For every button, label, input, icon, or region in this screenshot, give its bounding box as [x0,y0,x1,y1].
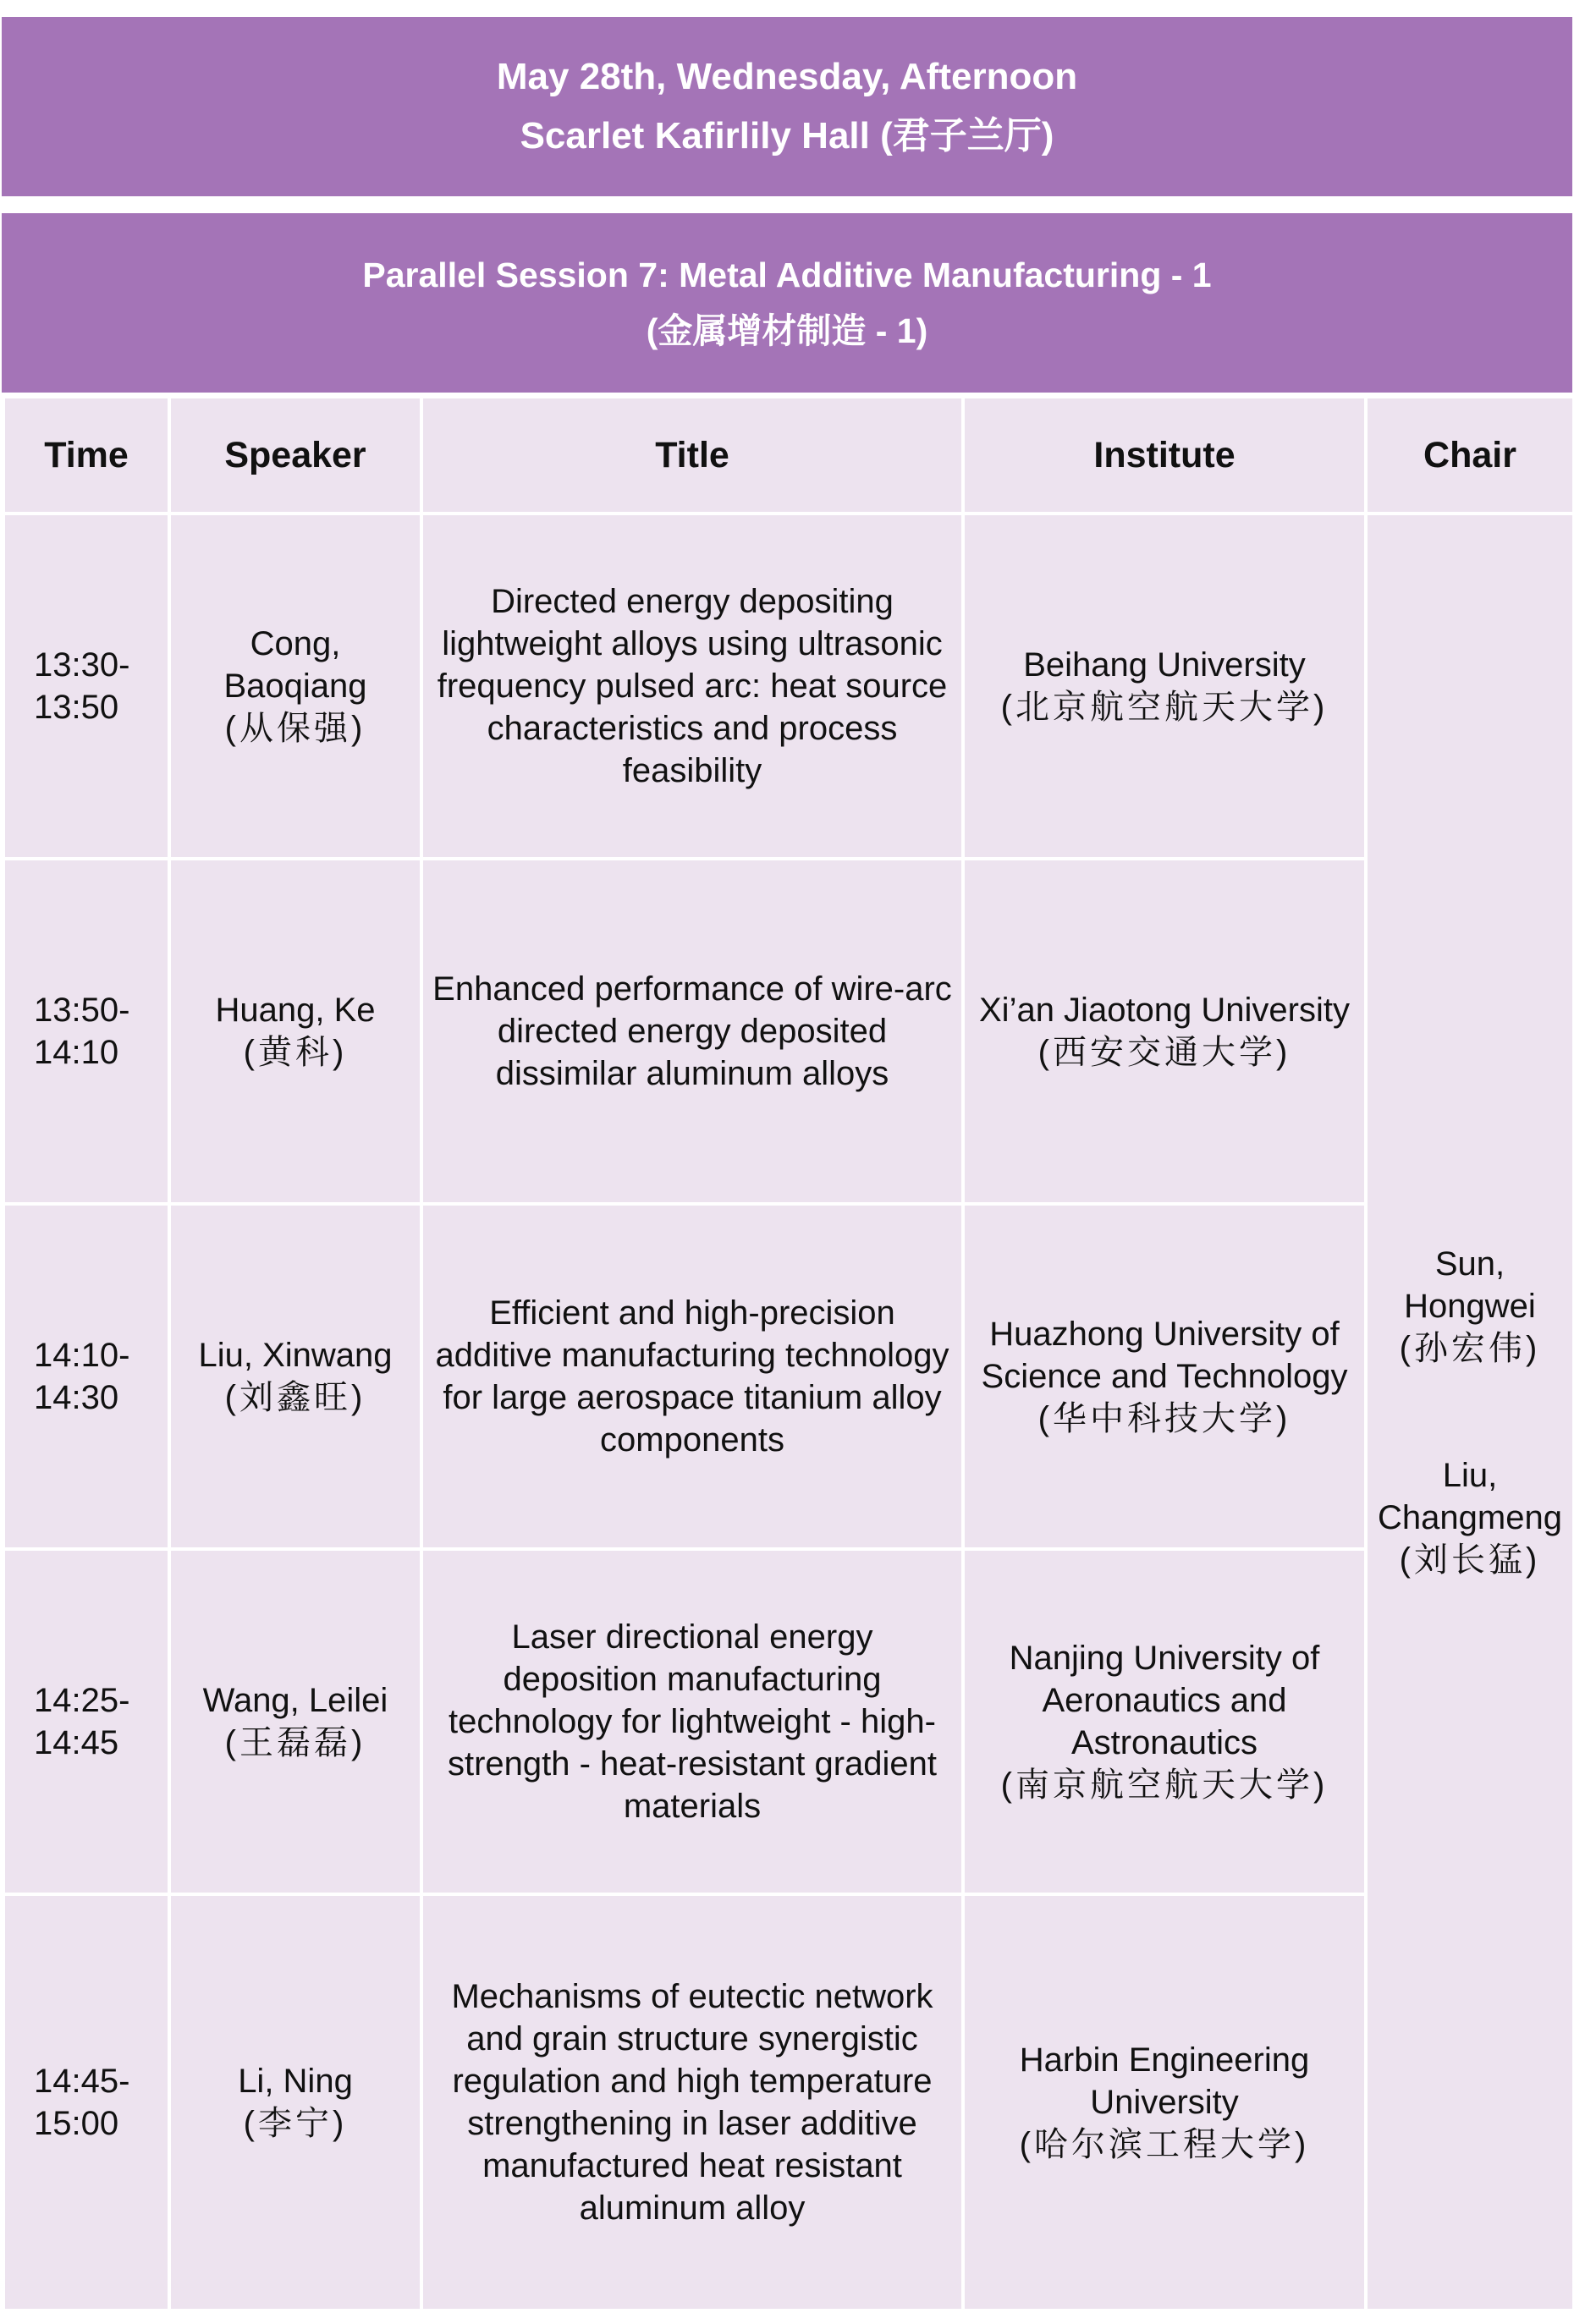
institute-name-cn: (南京航空航天大学) [1000,1766,1329,1804]
time-start: 14:45- [34,2063,130,2100]
institute-name: Huazhong University of Science and Technology [981,1316,1348,1395]
institute-cell [963,1204,1366,1549]
venue-line: Scarlet Kafirlily Hall (君子兰厅) [520,115,1054,157]
institute-name: Xi’an Jiaotong University [979,992,1350,1029]
table-row [3,1549,1574,1894]
title-cell: Mechanisms of eutectic network and grain structure synergistic regulation and high temperature strengthening in laser additive manufactured heat resistant aluminum alloy [421,1894,963,2310]
session-title: Parallel Session 7: Metal Additive Manufacturing - 1 [362,255,1212,294]
speaker-name: Huang, Ke [215,992,376,1029]
time-end: 14:10 [34,1034,119,1071]
column-header-institute: Institute [963,397,1366,514]
institute-name-cn: (北京航空航天大学) [1000,689,1329,726]
speaker-cell [169,859,421,1204]
speaker-cell [169,1204,421,1549]
institute-cell [963,859,1366,1204]
date-line: May 28th, Wednesday, Afternoon [496,56,1078,97]
time-end: 14:30 [34,1379,119,1416]
chair-name-cn: (孙宏伟) [1399,1330,1541,1367]
column-header-speaker: Speaker [169,397,421,514]
institute-name: Beihang University [1023,646,1306,684]
time-start: 14:10- [34,1337,130,1374]
date-venue-banner [2,17,1572,196]
title-cell: Enhanced performance of wire-arc directed energy deposited dissimilar aluminum alloys [421,859,963,1204]
institute-cell [963,514,1366,859]
table-row [3,859,1574,1204]
time-cell [3,514,169,859]
speaker-name-cn: (从保强) [224,710,366,747]
time-start: 14:25- [34,1682,130,1719]
table-header-row [3,397,1574,514]
speaker-name-cn: (刘鑫旺) [224,1379,366,1416]
table-row [3,514,1574,859]
speaker-cell [169,1549,421,1894]
time-cell [3,1204,169,1549]
speaker-name: Wang, Leilei [202,1682,388,1719]
institute-name-cn: (西安交通大学) [1037,1034,1291,1071]
chair-entry [1374,1454,1566,1581]
speaker-cell [169,514,421,859]
time-end: 14:45 [34,1724,119,1761]
chair-name-line1: Liu, [1442,1457,1498,1494]
time-start: 13:50- [34,992,130,1029]
institute-name: Harbin Engineering University [1019,2041,1310,2121]
chair-name-line2: Hongwei [1404,1288,1536,1325]
column-header-chair: Chair [1366,397,1574,514]
table-row [3,1894,1574,2310]
table-row [3,1204,1574,1549]
institute-name-cn: (华中科技大学) [1037,1400,1291,1437]
speaker-name-cn: (李宁) [243,2105,348,2142]
time-cell [3,1549,169,1894]
title-cell: Directed energy depositing lightweight alloys using ultrasonic frequency pulsed arc: heat source characteristics and process feasibility [421,514,963,859]
time-end: 15:00 [34,2105,119,2142]
time-end: 13:50 [34,689,119,726]
time-cell [3,859,169,1204]
chair-name-line1: Sun, [1434,1245,1505,1283]
column-header-time: Time [3,397,169,514]
time-start: 13:30- [34,646,130,684]
time-cell [3,1894,169,2310]
institute-name-cn: (哈尔滨工程大学) [1019,2126,1310,2163]
title-cell: Laser directional energy deposition manufacturing technology for lightweight - high-strength - heat-resistant gradient materials [421,1549,963,1894]
institute-cell [963,1894,1366,2310]
speaker-name: Cong, Baoqiang [223,625,367,705]
session-banner [2,213,1572,393]
title-cell: Efficient and high-precision additive manufacturing technology for large aerospace titanium alloy components [421,1204,963,1549]
session-title-cn: (金属增材制造 - 1) [646,311,928,350]
speaker-cell [169,1894,421,2310]
institute-name: Nanjing University of Aeronautics and Astronautics [1009,1640,1320,1761]
speaker-name: Li, Ning [238,2063,353,2100]
chair-entry [1374,1243,1566,1370]
column-header-title: Title [421,397,963,514]
schedule-table [2,395,1574,2312]
speaker-name: Liu, Xinwang [198,1337,393,1374]
chair-name-cn: (刘长猛) [1399,1541,1541,1579]
chair-spacer [1374,1370,1566,1454]
speaker-name-cn: (黄科) [243,1034,348,1071]
speaker-name-cn: (王磊磊) [224,1724,366,1761]
chair-name-line2: Changmeng [1378,1499,1562,1536]
chair-cell [1366,514,1574,2310]
institute-cell [963,1549,1366,1894]
